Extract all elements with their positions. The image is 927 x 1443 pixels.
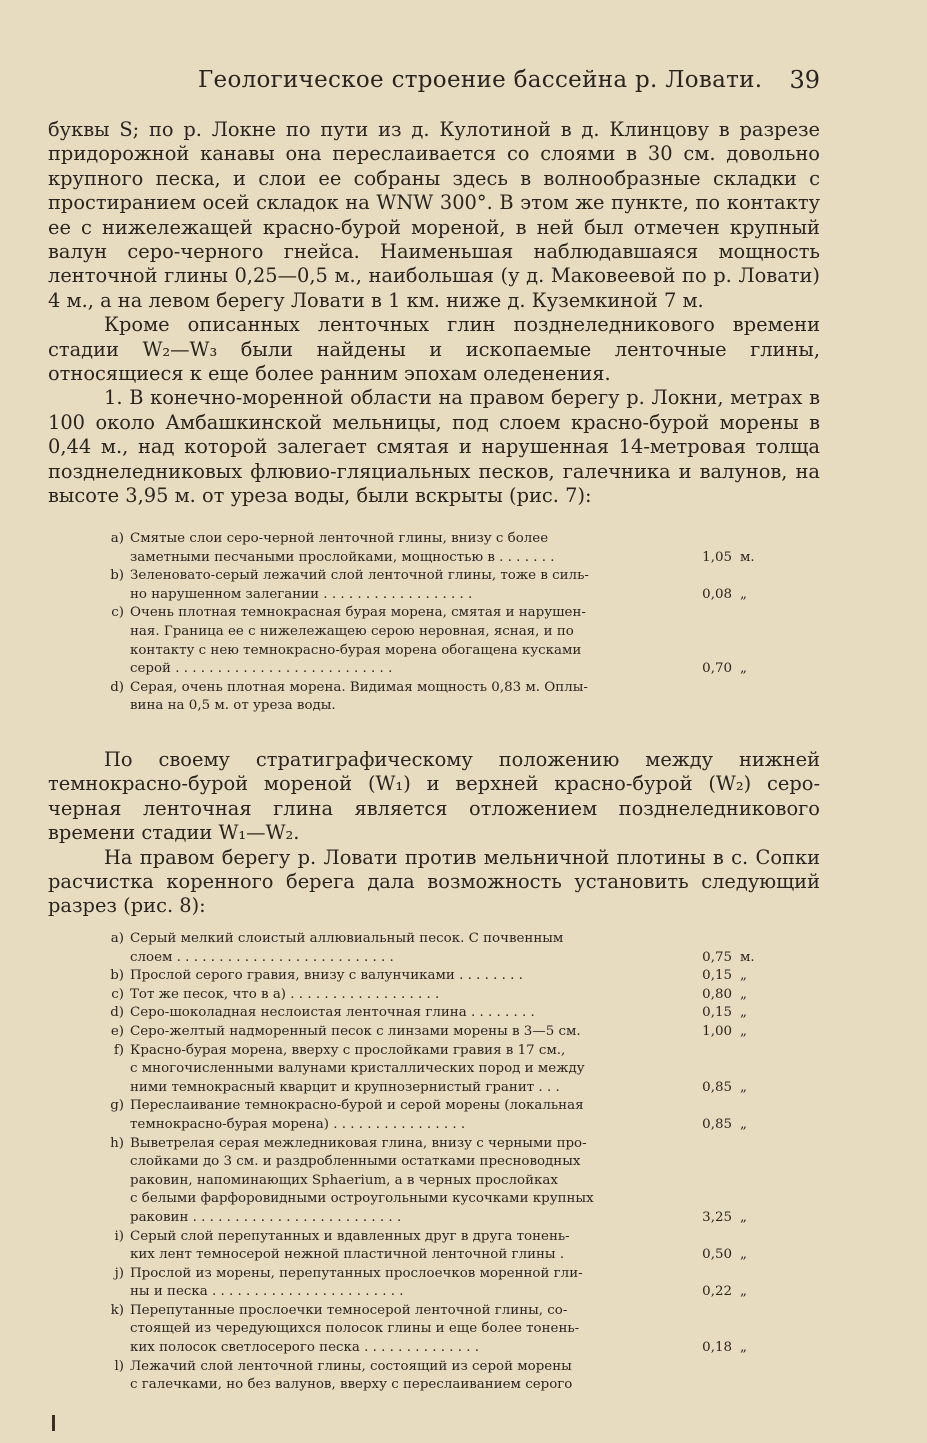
layer-item: [98, 930, 758, 967]
layer-label: j): [114, 1265, 124, 1281]
description-line: Серо-шоколадная неслоистая ленточная глина . . . . . . . .: [130, 1005, 535, 1021]
layer-label: k): [110, 1302, 124, 1318]
layer-item: [98, 567, 758, 604]
layer-description: [130, 1023, 694, 1042]
layer-item: [98, 1265, 758, 1302]
layer-unit: „: [740, 968, 747, 984]
description-line: раковин, напоминающих Sphaerium, а в черных прослойках: [130, 1172, 558, 1188]
description-line: Перепутанные прослоечки темносерой ленточной глины, со-: [130, 1302, 568, 1318]
layer-unit: „: [740, 1247, 747, 1263]
layer-description: [130, 679, 694, 716]
layer-label: b): [110, 568, 124, 584]
layer-unit: „: [740, 586, 747, 602]
layer-unit: „: [740, 1005, 747, 1021]
layer-label: f): [113, 1042, 124, 1058]
layer-label: d): [110, 1005, 124, 1021]
layer-description: [130, 967, 694, 986]
paragraph: 1. В конечно-моренной области на правом берегу р. Локни, метрах в 100 около Амбашкинской мельницы, под слоем красно-бурой морены в 0,44 м., над которой залегает смятая и нарушенная 14-метровая толща позднеледниковых флювио-гляциальных песков, галечника и валунов, на высоте 3,95 м. от уреза воды, были вскрыты (рис. 7):: [48, 386, 820, 508]
layer-description: [130, 567, 694, 604]
layer-description: [130, 1265, 694, 1302]
paragraph: На правом берегу р. Ловати против мельничной плотины в с. Сопки расчистка коренного берега дала возможность установить следующий разрез (рис. 8):: [48, 845, 820, 918]
layer-thickness: 0,15: [702, 968, 732, 984]
body-text-top: [48, 118, 820, 509]
description-line: Серо-желтый надморенный песок с линзами морены в 3—5 см.: [130, 1023, 581, 1039]
description-line: Очень плотная темнокрасная бурая морена, смятая и нарушен-: [130, 605, 586, 621]
layer-thickness: 0,75: [702, 949, 732, 965]
layer-unit: „: [740, 1209, 747, 1225]
layer-item: [98, 530, 758, 567]
description-line: темнокрасно-бурая морена) . . . . . . . . . . . . . . . .: [130, 1116, 466, 1132]
layer-label: l): [114, 1358, 124, 1374]
layer-label: b): [110, 968, 124, 984]
layer-label: i): [114, 1228, 124, 1244]
running-title: Геологическое строение бассейна р. Ловати.: [198, 67, 763, 93]
description-line: Переслаивание темнокрасно-бурой и серой морены (локальная: [130, 1098, 584, 1114]
description-line: серой . . . . . . . . . . . . . . . . . . . . . . . . . .: [130, 661, 393, 677]
layer-description: [130, 1358, 694, 1395]
page-number: 39: [789, 66, 820, 94]
layer-thickness: 1,00: [702, 1023, 732, 1039]
section2-layer-list: [98, 930, 758, 1395]
layer-item: [98, 1097, 758, 1134]
layer-item: [98, 986, 758, 1005]
description-line: слоем . . . . . . . . . . . . . . . . . . . . . . . . . .: [130, 949, 394, 965]
layer-label: g): [110, 1098, 124, 1114]
layer-unit: „: [740, 986, 747, 1002]
layer-label: a): [110, 531, 124, 546]
layer-label: d): [110, 679, 124, 695]
layer-label: e): [110, 1023, 124, 1039]
description-line: контакту с нею темнокрасно-бурая морена обогащена кусками: [130, 642, 582, 658]
layer-thickness: 1,05: [702, 549, 732, 565]
layer-label: c): [111, 986, 124, 1002]
layer-thickness: 0,18: [702, 1340, 732, 1356]
layer-thickness: 0,85: [702, 1116, 732, 1132]
layer-item: [98, 967, 758, 986]
layer-thickness: 0,85: [702, 1079, 732, 1095]
layer-item: [98, 1228, 758, 1265]
layer-item: [98, 1042, 758, 1098]
description-line: Красно-бурая морена, вверху с прослойками гравия в 17 см.,: [130, 1042, 566, 1058]
layer-label: c): [111, 605, 124, 621]
layer-description: [130, 1097, 694, 1134]
paragraph: буквы S; по р. Локне по пути из д. Кулотиной в д. Клинцову в разрезе придорожной канавы она переслаивается со слоями в 30 см. довольно крупного песка, и слои ее собраны здесь в волнообразные складки с простиранием осей складок на WNW 300°. В этом же пункте, по контакту ее с нижележащей красно-бурой мореной, в ней был отмечен крупный валун серо-черного гнейса. Наименьшая наблюдавшаяся мощность ленточной глины 0,25—0,5 м., наибольшая (у д. Маковеевой по р. Ловати) 4 м., а на левом берегу Ловати в 1 км. ниже д. Куземкиной 7 м.: [48, 118, 820, 312]
layer-thickness: 0,80: [702, 986, 732, 1002]
description-line: ких полосок светлосерого песка . . . . . . . . . . . . . .: [130, 1340, 480, 1356]
layer-thickness: 0,50: [702, 1247, 732, 1263]
layer-description: [130, 1228, 694, 1265]
description-line: Серый мелкий слоистый аллювиальный песок. С почвенным: [130, 931, 564, 946]
description-line: заметными песчаными прослойками, мощностью в . . . . . . .: [130, 549, 555, 565]
description-line: Прослой серого гравия, внизу с валунчиками . . . . . . . .: [130, 968, 523, 984]
description-line: ная. Граница ее с нижележащею серою неровная, ясная, и по: [130, 623, 574, 639]
description-line: Зеленовато-серый лежачий слой ленточной глины, тоже в силь-: [130, 568, 589, 584]
layer-item: [98, 1358, 758, 1395]
layer-thickness: 0,08: [702, 586, 732, 602]
layer-thickness: 0,15: [702, 1005, 732, 1021]
layer-label: a): [110, 931, 124, 946]
layer-description: [130, 604, 694, 678]
running-header: [120, 60, 820, 100]
layer-item: [98, 1302, 758, 1358]
description-line: ны и песка . . . . . . . . . . . . . . . . . . . . . . .: [130, 1284, 404, 1300]
layer-label: h): [110, 1135, 124, 1151]
description-line: но нарушенном залегании . . . . . . . . . . . . . . . . . .: [130, 586, 473, 602]
layer-unit: „: [740, 1340, 747, 1356]
layer-description: [130, 530, 694, 567]
description-line: Тот же песок, что в a) . . . . . . . . . . . . . . . . . .: [130, 986, 440, 1002]
layer-item: [98, 1135, 758, 1228]
description-line: Серая, очень плотная морена. Видимая мощность 0,83 м. Оплы-: [130, 679, 588, 695]
description-line: раковин . . . . . . . . . . . . . . . . . . . . . . . . .: [130, 1209, 402, 1225]
body-text-mid: [48, 748, 820, 919]
paragraph: Кроме описанных ленточных глин позднеледникового времени стадии W₂—W₃ были найдены и ископаемые ленточные глины, относящиеся к еще более ранним эпохам оледенения.: [48, 313, 820, 386]
layer-unit: „: [740, 1284, 747, 1300]
layer-description: [130, 986, 694, 1005]
description-line: Выветрелая серая межледниковая глина, внизу с черными про-: [130, 1135, 587, 1151]
layer-description: [130, 1135, 694, 1228]
section1-layer-list: [98, 530, 758, 716]
description-line: с белыми фарфоровидными остроугольными кусочками крупных: [130, 1191, 594, 1207]
layer-unit: м.: [740, 549, 755, 565]
description-line: с галечками, но без валунов, вверху с переслаиванием серого: [130, 1377, 573, 1393]
layer-description: [130, 1004, 694, 1023]
layer-thickness: 0,70: [702, 661, 732, 677]
description-line: Серый слой перепутанных и вдавленных друг в друга тонень-: [130, 1228, 570, 1244]
description-line: Лежачий слой ленточной глины, состоящий из серой морены: [130, 1358, 572, 1374]
description-line: ними темнокрасный кварцит и крупнозернистый гранит . . .: [130, 1079, 560, 1095]
layer-thickness: 0,22: [702, 1284, 732, 1300]
layer-description: [130, 930, 694, 967]
description-line: ких лент темносерой нежной пластичной ленточной глины .: [130, 1247, 565, 1263]
layer-description: [130, 1302, 694, 1358]
layer-description: [130, 1042, 694, 1098]
description-line: слойками до 3 см. и раздробленными остатками пресноводных: [130, 1154, 581, 1170]
description-line: вина на 0,5 м. от уреза воды.: [130, 698, 336, 714]
layer-item: [98, 679, 758, 716]
description-line: с многочисленными валунами кристаллических пород и между: [130, 1061, 585, 1077]
page-edge-mark: [52, 1415, 55, 1431]
description-line: Смятые слои серо-черной ленточной глины, внизу с более: [130, 531, 549, 546]
layer-unit: „: [740, 1079, 747, 1095]
layer-item: [98, 604, 758, 678]
layer-unit: „: [740, 1116, 747, 1132]
description-line: стоящей из чередующихся полосок глины и еще более тонень-: [130, 1321, 580, 1337]
layer-thickness: 3,25: [702, 1209, 732, 1225]
layer-unit: м.: [740, 949, 755, 965]
paragraph: По своему стратиграфическому положению между нижней темнокрасно-бурой мореной (W₁) и верхней красно-бурой (W₂) серо-черная ленточная глина является отложением позднеледникового времени стадии W₁—W₂.: [48, 748, 820, 845]
description-line: Прослой из морены, перепутанных прослоечков моренной гли-: [130, 1265, 583, 1281]
layer-item: [98, 1023, 758, 1042]
layer-unit: „: [740, 661, 747, 677]
layer-item: [98, 1004, 758, 1023]
layer-unit: „: [740, 1023, 747, 1039]
